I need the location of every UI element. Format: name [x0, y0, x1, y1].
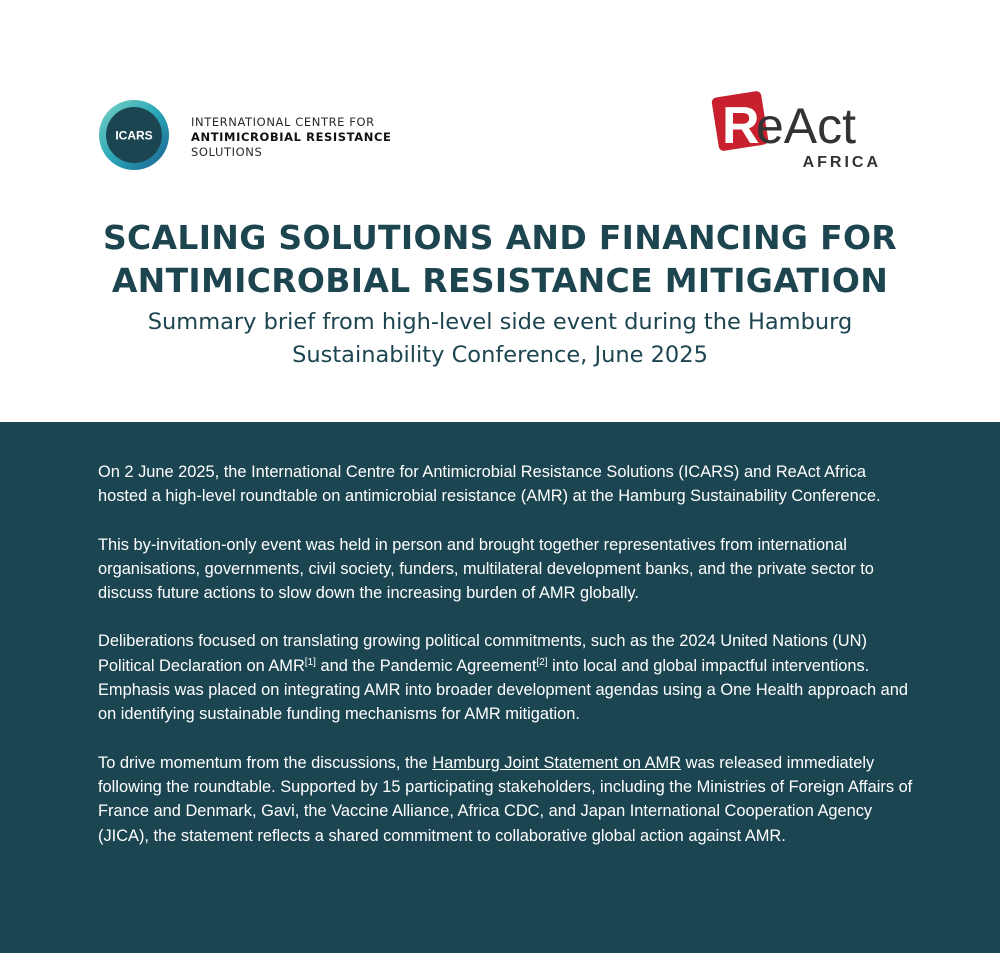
paragraph-2: This by-invitation-only event was held in person and brought together representatives from international organisations, governments, civil society, funders, multilateral development banks, and the private sector to discuss future actions to slow down the increasing burden of AMR globally. [98, 535, 874, 603]
paragraph-3-text-a: Deliberations focused on translating growing political commitments, such as the 2024 United Nations (UN) Political Declaration on AMR [98, 632, 867, 675]
icars-name-line2: ANTIMICROBIAL RESISTANCE [191, 130, 392, 144]
paragraph-4 [98, 751, 913, 848]
svg-text:ICARS: ICARS [115, 128, 153, 143]
icars-name-line1: INTERNATIONAL CENTRE FOR [191, 115, 375, 129]
icars-name-line3: SOLUTIONS [191, 145, 263, 159]
paragraph-4-text-a: To drive momentum from the discussions, the [98, 753, 433, 772]
react-region: AFRICA [802, 154, 881, 171]
footnote-ref-2[interactable]: [2] [536, 656, 548, 668]
paragraph-3 [98, 629, 913, 726]
header-area [0, 0, 1000, 422]
icars-name [191, 115, 391, 160]
footnote-ref-1[interactable]: [1] [304, 656, 316, 668]
icars-logo [98, 99, 170, 171]
paragraph-3-text-c: into local and global impactful interventions. Emphasis was placed on integrating AMR into broader development agendas using a One Health approach and on identifying sustainable funding mechanisms for AMR mitigation. [98, 656, 909, 724]
summary-body [98, 460, 913, 872]
svg-text:R: R [722, 97, 760, 155]
page-title [60, 216, 940, 302]
paragraph-3-text-b: and the Pandemic Agreement [315, 656, 537, 675]
hamburg-statement-link[interactable]: Hamburg Joint Statement on AMR [432, 753, 682, 772]
title-line2: ANTIMICROBIAL RESISTANCE MITIGATION [111, 261, 889, 300]
paragraph-1: On 2 June 2025, the International Centre for Antimicrobial Resistance Solutions (ICARS) and ReAct Africa hosted a high-level roundtable on antimicrobial resistance (AMR) at the Hamburg Sustainability Conference. [98, 463, 881, 506]
title-line1: SCALING SOLUTIONS AND FINANCING FOR [102, 218, 898, 257]
react-africa-logo [708, 88, 898, 173]
react-wordmark: eAct [756, 98, 857, 154]
subtitle-line1: Summary brief from high-level side event during the Hamburg [147, 309, 853, 335]
subtitle-line2: Sustainability Conference, June 2025 [292, 342, 708, 368]
page-subtitle [100, 306, 900, 372]
paragraph-4-text-b: was released immediately following the roundtable. Supported by 15 participating stakeholders, including the Ministries of Foreign Affairs of France and Denmark, Gavi, the Vaccine Alliance, Africa CDC, and Japan International Cooperation Agency (JICA), the statement reflects a shared commitment to collaborative global action against AMR. [98, 753, 913, 845]
